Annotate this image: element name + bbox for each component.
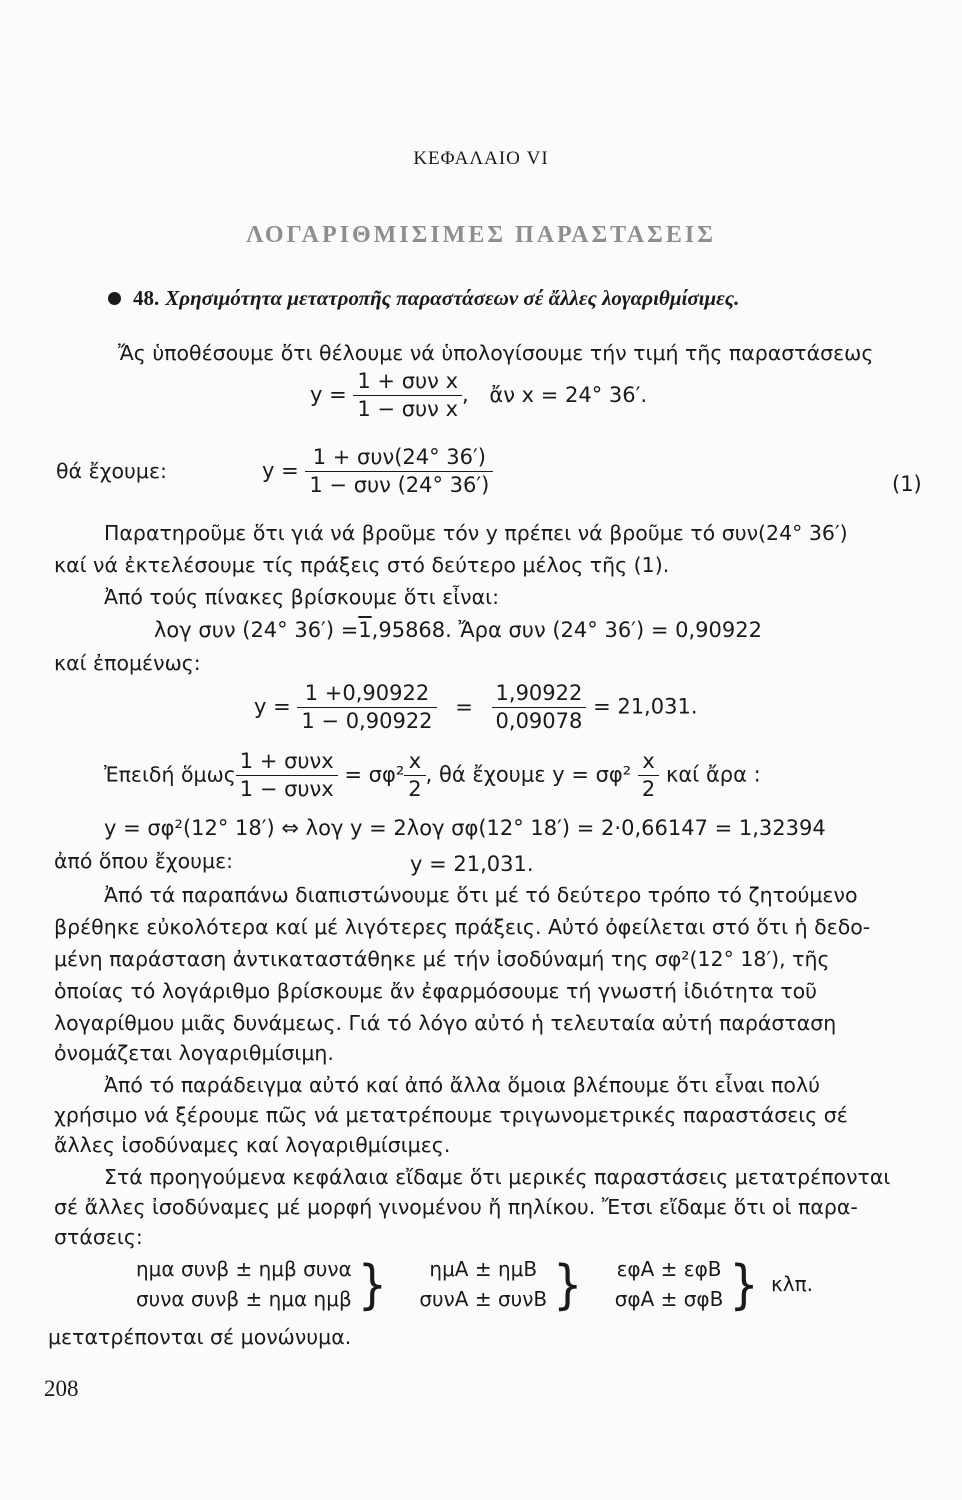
- group-3-line-2: σφA ± σφB: [614, 1287, 724, 1311]
- brace-1: }: [357, 1252, 388, 1316]
- eq2-numerator-1: 1 +0,90922: [297, 680, 436, 708]
- eq2-numerator-2: 1,90922: [492, 680, 587, 708]
- group-1: [136, 1254, 352, 1314]
- eq1-label: θά ἔχουμε:: [56, 459, 167, 483]
- eq3-post: καί ἄρα :: [665, 762, 761, 787]
- eq3-numerator: 1 + συνx: [236, 748, 338, 776]
- eq3-half-fraction-1: [404, 748, 425, 803]
- brace-2: }: [553, 1252, 583, 1316]
- para3-line2: χρήσιμο νά ξέρουμε πῶς νά μετατρέπουμε τριγωνομετρικές παραστάσεις σέ: [54, 1103, 848, 1127]
- para2-line2: βρέθηκε εὐκολότερα καί μέ λιγότερες πράξεις. Αὐτό ὀφείλεται στό ὅτι ἡ δεδο-: [54, 915, 871, 939]
- group-1-line-1: ημα συνβ ± ημβ συνα: [136, 1257, 352, 1281]
- eq3-two-1: 2: [408, 777, 422, 801]
- eq3-denominator: 1 − συνx: [239, 777, 334, 801]
- para1-line2: καί νά ἐκτελέσουμε τίς πράξεις στό δεύτερο μέλος τῆς (1).: [54, 553, 670, 577]
- eq2-fraction-2: [492, 680, 587, 735]
- eq3-two-2: 2: [641, 777, 656, 801]
- eq2-equals: =: [455, 694, 473, 719]
- group-2-line-2: συνA ± συνB: [419, 1287, 548, 1311]
- eq3-fraction: [236, 748, 338, 803]
- eq1-denominator: 1 − συν (24° 36′): [309, 473, 490, 497]
- equation-3: [104, 748, 761, 803]
- eq0-comma: ,: [462, 382, 469, 407]
- para1-line3: Ἀπό τούς πίνακες βρίσκουμε ὅτι εἶναι:: [104, 585, 499, 609]
- group-3-line-1: εφA ± εφB: [616, 1257, 722, 1281]
- eq5-label: ἀπό ὅπου ἔχουμε:: [54, 849, 234, 873]
- eq1-fraction: [305, 444, 493, 499]
- eq0-condition: ἄν x = 24° 36′.: [489, 382, 648, 407]
- eq2-denominator-1: 1 − 0,90922: [301, 709, 433, 733]
- para2-line5: λογαρίθμου μιᾶς δυνάμεως. Γιά τό λόγο αὐτό ἡ τελευταία αὐτή παράσταση: [54, 1011, 837, 1035]
- eq3-x-2: x: [638, 748, 659, 776]
- log-line-bar-digit: 1: [358, 618, 372, 642]
- chapter-subtitle: ΛΟΓΑΡΙΘΜΙΣΙΜΕΣ ΠΑΡΑΣΤΑΣΕΙΣ: [246, 222, 716, 248]
- para2-line1: Ἀπό τά παραπάνω διαπιστώνουμε ὅτι μέ τό δεύτερο τρόπο τό ζητούμενο: [104, 883, 858, 907]
- para4-line3: στάσεις:: [54, 1225, 143, 1249]
- etc-text: κλπ.: [771, 1272, 814, 1296]
- para3-line1: Ἀπό τό παράδειγμα αὐτό καί ἀπό ἄλλα ὅμοια βλέπουμε ὅτι εἶναι πολύ: [104, 1073, 820, 1097]
- log-line-left: λογ συν (24° 36′) =: [154, 618, 359, 642]
- section-title: Χρησιμότητα μετατροπῆς παραστάσεων σέ ἄλλες λογαριθμίσιμες.: [165, 286, 740, 310]
- log-line: [154, 618, 762, 642]
- eq2-denominator-2: 0,09078: [495, 709, 583, 733]
- eq1-numerator: 1 + συν(24° 36′): [305, 444, 493, 472]
- para2-line4: ὁποίας τό λογάριθμο βρίσκουμε ἄν ἐφαρμόσουμε τή γνωστή ἰδιότητα τοῦ: [54, 979, 817, 1003]
- group-2-line-1: ημA ± ημB: [429, 1257, 538, 1281]
- group-3: [615, 1254, 724, 1314]
- equation-definition: [310, 368, 647, 423]
- para2-line3: μένη παράσταση ἀντικαταστάθηκε μέ τήν ἰσοδύναμή της σφ²(12° 18′), τῆς: [54, 947, 830, 971]
- eq0-fraction: [353, 368, 462, 423]
- section-number: 48.: [133, 286, 160, 310]
- chapter-heading: ΚΕΦΑΛΑΙΟ VI: [413, 148, 549, 169]
- equation-2: [254, 680, 698, 735]
- section-heading: [108, 286, 739, 311]
- equation-4: y = σφ²(12° 18′) ⇔ λογ y = 2λογ σφ(12° 18′) = 2·0,66147 = 1,32394: [104, 816, 826, 840]
- para2-line6: ὀνομάζεται λογαριθμίσιμη.: [54, 1041, 334, 1065]
- para4-line1: Στά προηγούμενα κεφάλαια εἴδαμε ὅτι μερικές παραστάσεις μετατρέπονται: [104, 1165, 891, 1189]
- group-2: [419, 1254, 547, 1314]
- group-1-line-2: συνα συνβ ± ημα ημβ: [136, 1287, 352, 1311]
- bullet-icon: [108, 292, 121, 305]
- eq2-lhs: y =: [254, 694, 291, 719]
- and-thus-text: καί ἐπομένως:: [54, 651, 201, 675]
- eq1-lhs: y =: [262, 458, 299, 483]
- eq2-result: = 21,031.: [593, 694, 698, 719]
- brace-3: }: [729, 1252, 759, 1316]
- eq0-lhs: y =: [310, 382, 347, 407]
- eq0-numerator: 1 + συν x: [353, 368, 462, 396]
- page-number: 208: [44, 1376, 79, 1401]
- expression-groups: [136, 1254, 813, 1314]
- para3-line3: ἄλλες ἰσοδύναμες καί λογαριθμίσιμες.: [54, 1133, 451, 1157]
- eq2-fraction-1: [297, 680, 436, 735]
- eq3-mid2: , θά ἔχουμε y = σφ²: [425, 762, 632, 787]
- eq5-value: y = 21,031.: [410, 852, 534, 876]
- eq1-tag: (1): [892, 472, 922, 496]
- eq3-pre: Ἐπειδή ὅμως: [104, 762, 236, 787]
- para4-line2: σέ ἄλλες ἰσοδύναμες μέ μορφή γινομένου ἤ πηλίκου. Ἔτσι εἴδαμε ὅτι οἱ παρα-: [54, 1195, 858, 1219]
- equation-1: [262, 444, 493, 499]
- eq0-denominator: 1 − συν x: [357, 397, 458, 421]
- eq3-x-1: x: [404, 748, 425, 776]
- eq3-mid: = σφ²: [344, 762, 405, 787]
- eq3-half-fraction-2: [638, 748, 659, 803]
- para1-line1: Παρατηροῦμε ὅτι γιά νά βροῦμε τόν y πρέπει νά βροῦμε τό συν(24° 36′): [104, 521, 848, 545]
- log-line-right: ,95868. Ἄρα συν (24° 36′) = 0,90922: [371, 618, 762, 642]
- intro-text: Ἄς ὑποθέσουμε ὅτι θέλουμε νά ὑπολογίσουμε τήν τιμή τῆς παραστάσεως: [118, 341, 874, 365]
- final-text: μετατρέπονται σέ μονώνυμα.: [48, 1325, 352, 1349]
